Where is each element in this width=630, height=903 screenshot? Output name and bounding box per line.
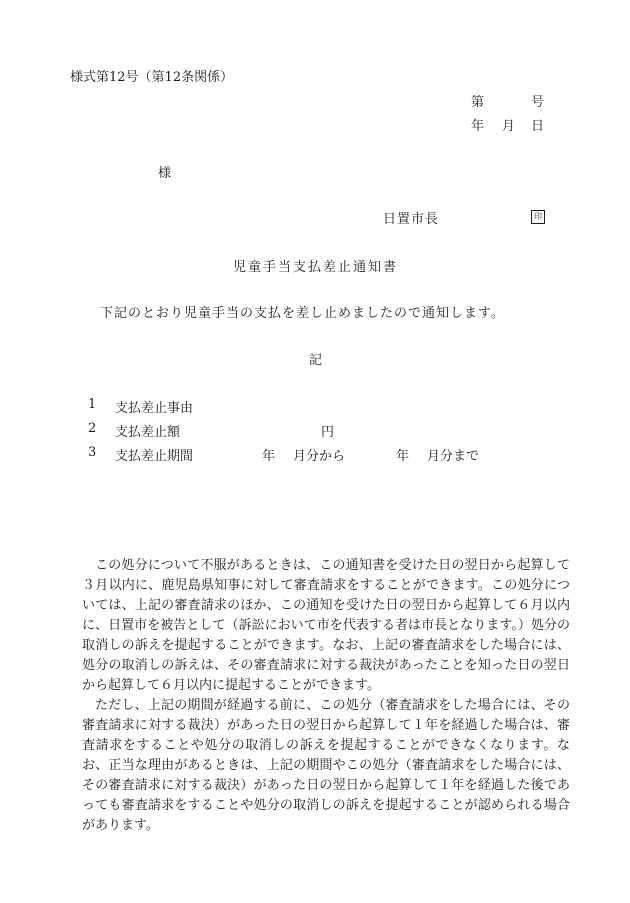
item-number: 1	[88, 397, 97, 412]
ki-heading: 記	[309, 353, 323, 368]
item-label: 支払差止事由	[115, 401, 194, 416]
period-to-year: 年	[396, 449, 410, 464]
period-to-month: 月分まで	[427, 449, 480, 464]
form-number: 様式第12号（第12条関係）	[70, 70, 234, 85]
seal-icon: 印	[531, 210, 545, 224]
recipient-suffix: 様	[158, 166, 172, 181]
doc-number-suffix: 号	[531, 95, 545, 110]
document-title: 児童手当支払差止通知書	[233, 260, 399, 275]
amount-unit: 円	[321, 425, 335, 440]
doc-number-prefix: 第	[471, 95, 485, 110]
item-label: 支払差止額	[115, 425, 181, 440]
notice-paragraph: この処分について不服があるときは、この通知書を受けた日の翌日から起算して３月以内に、鹿児島県知事に対して審査請求をすることができます。この処分については、上記の審査請求のほか、この通知を受けた日の翌日から起算して６月以内に、日置市を被告として（訴訟において市を代表する者は市長となります。）処分の取消しの訴えを提起することができます。なお、上記の審査請求をした場合には、処分の取消しの訴えは、その審査請求に対する裁決があったことを知った日の翌日から起算して６月以内に提起することができます。	[82, 558, 570, 693]
date-year: 年	[471, 119, 485, 134]
intro-text: 下記のとおり児童手当の支払を差し止めましたので通知します。	[100, 306, 505, 321]
appeal-notice	[82, 556, 570, 836]
notice-paragraph: ただし、上記の期間が経過する前に、この処分（審査請求をした場合には、その審査請求に対する裁決）があった日の翌日から起算して１年を経過した場合は、審査請求をすることや処分の取消しの訴えを提起することができなくなります。なお、正当な理由があるときは、上記の期間やこの処分（審査請求をした場合には、その審査請求に対する裁決）があった日の翌日から起算して１年を経過した後であっても審査請求をすることや処分の取消しの訴えを提起することが認められる場合があります。	[82, 698, 570, 833]
seal-mark	[531, 208, 545, 224]
item-number: 2	[88, 421, 97, 436]
date-day: 日	[531, 119, 545, 134]
item-label: 支払差止期間	[115, 449, 194, 464]
period-from-month: 月分から	[293, 449, 346, 464]
item-number: 3	[88, 445, 97, 460]
issuer-title: 日置市長	[383, 212, 440, 227]
date-month: 月	[502, 119, 516, 134]
period-from-year: 年	[262, 449, 276, 464]
